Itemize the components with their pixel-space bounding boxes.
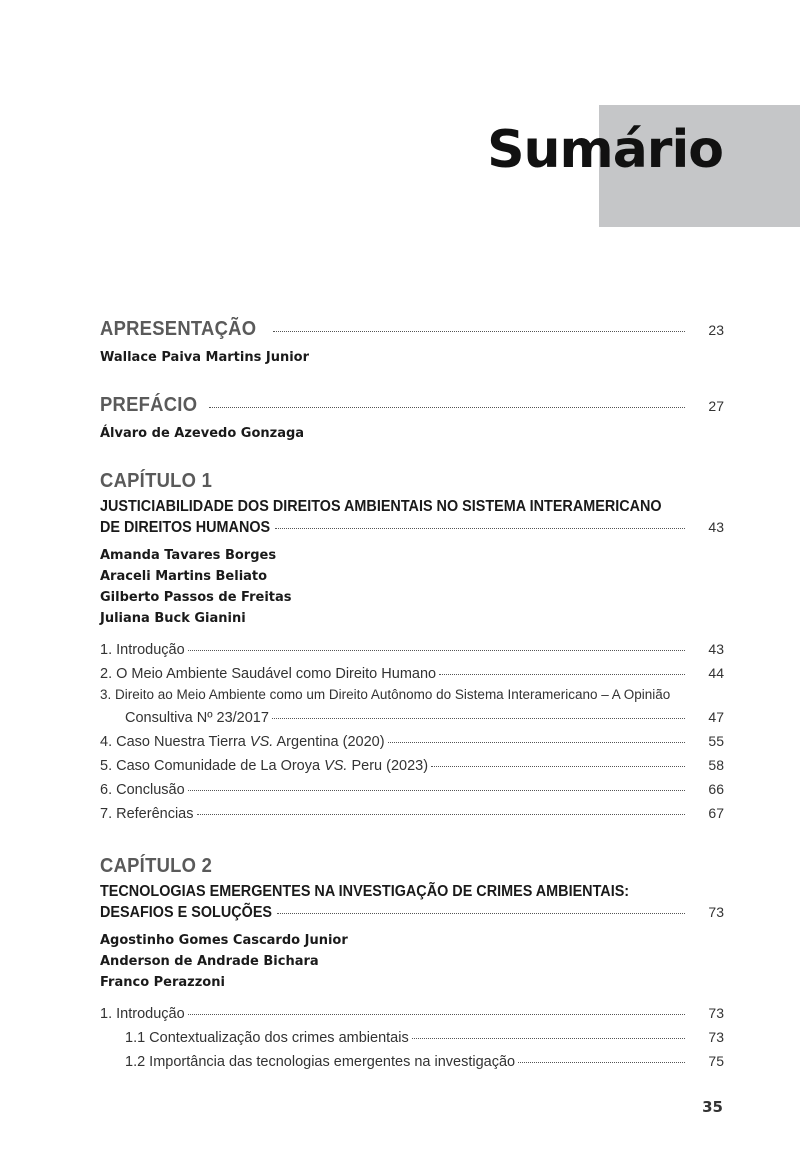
chapter-title-line1: JUSTICIABILIDADE DOS DIREITOS AMBIENTAIS NO SISTEMA INTERAMERICANO [100,498,662,515]
author: Agostinho Gomes Cascardo Junior [100,933,348,948]
section-heading: PREFÁCIO [100,394,198,416]
dot-leader [209,407,685,408]
dot-leader [277,913,685,914]
toc-item[interactable]: 1.2 Importância das tecnologias emergentes na investigação 75 [125,1053,724,1070]
toc-item[interactable]: 1.1 Contextualização dos crimes ambientais 73 [125,1029,724,1046]
dot-leader [412,1038,685,1039]
section-heading: APRESENTAÇÃO [100,318,257,340]
author-list [100,930,724,993]
dot-leader [518,1062,685,1063]
chapter-2 [100,855,724,1073]
table-of-contents [100,318,724,1073]
chapter-title-line1: TECNOLOGIAS EMERGENTES NA INVESTIGAÇÃO DE CRIMES AMBIENTAIS: [100,883,630,900]
author: Wallace Paiva Martins Junior [100,350,310,365]
chapter-label: CAPÍTULO 2 [100,855,213,877]
dot-leader [388,742,685,743]
toc-item[interactable]: 6. Conclusão 66 [100,781,724,798]
author: Amanda Tavares Borges [100,548,277,563]
dot-leader [188,790,685,791]
author: Araceli Martins Beliato [100,569,268,584]
toc-entry-chapter-1[interactable] [100,519,724,537]
author: Juliana Buck Gianini [100,611,246,626]
author: Franco Perazzoni [100,975,225,990]
page-ref: 73 [708,904,724,920]
toc-entry-apresentacao[interactable] [100,318,724,341]
author-list [100,545,724,629]
toc-item[interactable]: 1. Introdução 43 [100,641,724,658]
author: Álvaro de Azevedo Gonzaga [100,426,305,441]
dot-leader [272,718,685,719]
chapter-title-line2: DESAFIOS E SOLUÇÕES [100,904,273,921]
chapter-1 [100,470,724,825]
toc-item[interactable]: 2. O Meio Ambiente Saudável como Direito Humano 44 [100,665,724,682]
dot-leader [439,674,685,675]
toc-entry-chapter-2[interactable] [100,904,724,922]
dot-leader [197,814,686,815]
dot-leader [431,766,685,767]
toc-item[interactable]: 4. Caso Nuestra Tierra VS. Argentina (2020) 55 [100,733,724,750]
page-ref: 43 [708,519,724,535]
toc-entry-prefacio[interactable] [100,394,724,417]
dot-leader [188,1014,685,1015]
chapter-1-items [100,637,724,825]
toc-item-line1[interactable]: 3. Direito ao Meio Ambiente como um Direito Autônomo do Sistema Interamericano – A Opinião [100,687,671,702]
page-title: Sumário [487,120,723,180]
chapter-label: CAPÍTULO 1 [100,470,213,492]
author: Gilberto Passos de Freitas [100,590,292,605]
dot-leader [273,331,685,332]
page-number: 35 [702,1098,723,1116]
chapter-title-line2: DE DIREITOS HUMANOS [100,519,271,536]
dot-leader [275,528,685,529]
chapter-2-items [100,1001,724,1073]
toc-item[interactable]: Consultiva Nº 23/2017 47 [125,709,724,726]
toc-item[interactable]: 1. Introdução 73 [100,1005,724,1022]
dot-leader [188,650,685,651]
page-ref: 23 [708,322,724,338]
page-ref: 27 [708,398,724,414]
toc-item[interactable]: 7. Referências 67 [100,805,724,822]
author: Anderson de Andrade Bichara [100,954,319,969]
toc-item[interactable]: 5. Caso Comunidade de La Oroya VS. Peru (2023) 58 [100,757,724,774]
